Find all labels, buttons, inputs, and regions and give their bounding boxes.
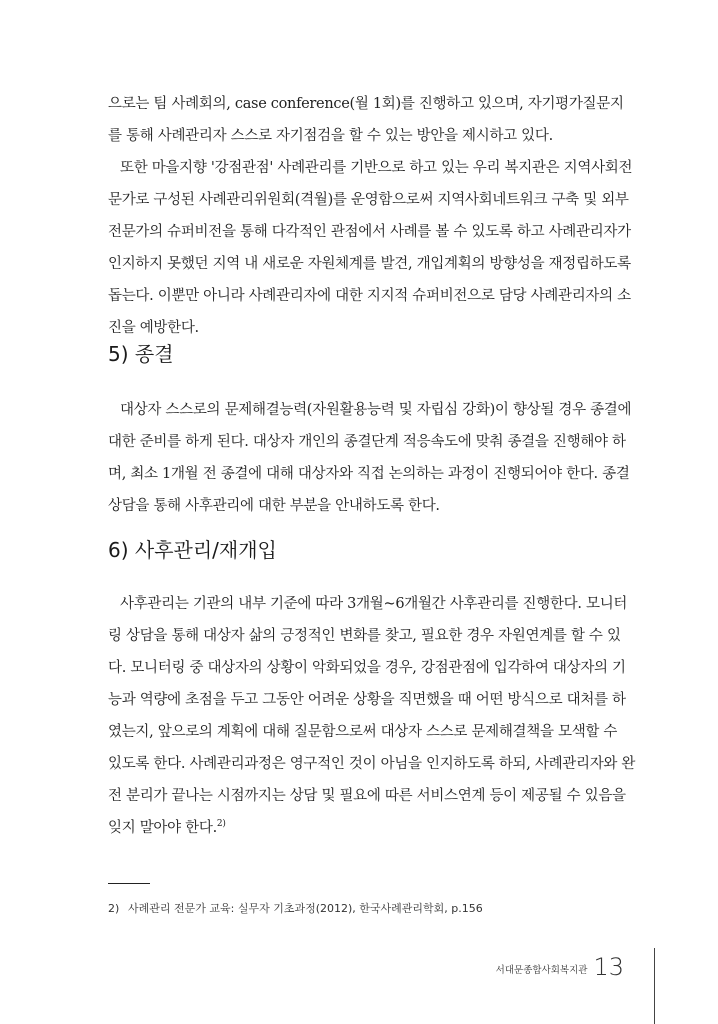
page-footer [496,955,624,979]
text-line: 전 분리가 끝나는 시점까지는 상담 및 필요에 따른 서비스연계 등이 제공될 수 있음을 [108,788,626,804]
section-heading-termination: 5) 종결 [108,342,174,366]
text-line: 인지하지 못했던 지역 내 새로운 자원체계를 발견, 개입계획의 방향성을 재정립하도록 [108,256,631,272]
footer-vertical-rule [654,948,655,1024]
footnote-text: 사례관리 전문가 교육: 실무자 기초과정(2012), 한국사례관리학회, p.156 [128,902,483,915]
text-line: 또한 마을지향 '강점관점' 사례관리를 기반으로 하고 있는 우리 복지관은 지역사회전 [120,160,633,176]
text-line: 있도록 한다. 사례관리과정은 영구적인 것이 아님을 인지하도록 하되, 사례관리자와 완 [108,756,636,772]
text-line: 으로는 팀 사례회의, case conference(월 1회)를 진행하고 있으며, 자기평가질문지 [108,96,624,112]
footnote-divider [108,883,150,884]
text-line: 진을 예방한다. [108,320,199,336]
text-line: 능과 역량에 초점을 두고 그동안 어려운 상황을 직면했을 때 어떤 방식으로 대처를 하 [108,692,626,708]
paragraph-strengths-perspective [108,152,648,344]
paragraph-peer-review [108,88,648,152]
text-line: 대한 준비를 하게 된다. 대상자 개인의 종결단계 적응속도에 맞춰 종결을 진행해야 하 [108,434,626,450]
text-line: 전문가의 슈퍼비전을 통해 다각적인 관점에서 사례를 볼 수 있도록 하고 사례관리자가 [108,224,631,240]
footnote [108,900,483,916]
text-line: 대상자 스스로의 문제해결능력(자원활용능력 및 자립심 강화)이 향상될 경우 종결에 [120,402,632,418]
text-line: 사후관리는 기관의 내부 기준에 따라 3개월~6개월간 사후관리를 진행한다. 모니터 [120,596,628,612]
text-line: 며, 최소 1개월 전 종결에 대해 대상자와 직접 논의하는 과정이 진행되어야 한다. 종결 [108,466,630,482]
page-number: 13 [593,953,624,981]
text-line: 상담을 통해 사후관리에 대한 부분을 안내하도록 한다. [108,498,440,514]
footnote-number: 2) [108,902,120,915]
text-line: 였는지, 앞으로의 계획에 대해 질문함으로써 대상자 스스로 문제해결책을 모색할 수 [108,724,618,740]
text-line: 를 통해 사례관리자 스스로 자기점검을 할 수 있는 방안을 제시하고 있다. [108,128,553,144]
text-line: 링 상담을 통해 대상자 삶의 긍정적인 변화를 찾고, 필요한 경우 자원연계를 할 수 있 [108,628,621,644]
paragraph-termination [108,394,648,522]
paragraph-follow-up [108,588,648,844]
text-line: 다. 모니터링 중 대상자의 상황이 악화되었을 경우, 강점관점에 입각하여 대상자의 기 [108,660,626,676]
footnote-reference[interactable]: 2) [216,819,226,830]
section-heading-follow-up: 6) 사후관리/재개입 [108,538,277,562]
text-line: 돕는다. 이뿐만 아니라 사례관리자에 대한 지지적 슈퍼비전으로 담당 사례관리자의 소 [108,288,631,304]
text-line: 문가로 구성된 사례관리위원회(격월)를 운영함으로써 지역사회네트워크 구축 및 외부 [108,192,629,208]
text-line [108,812,648,844]
footer-organization: 서대문종합사회복지관 [495,965,588,976]
text-line-content: 잊지 말아야 한다. [108,820,217,836]
